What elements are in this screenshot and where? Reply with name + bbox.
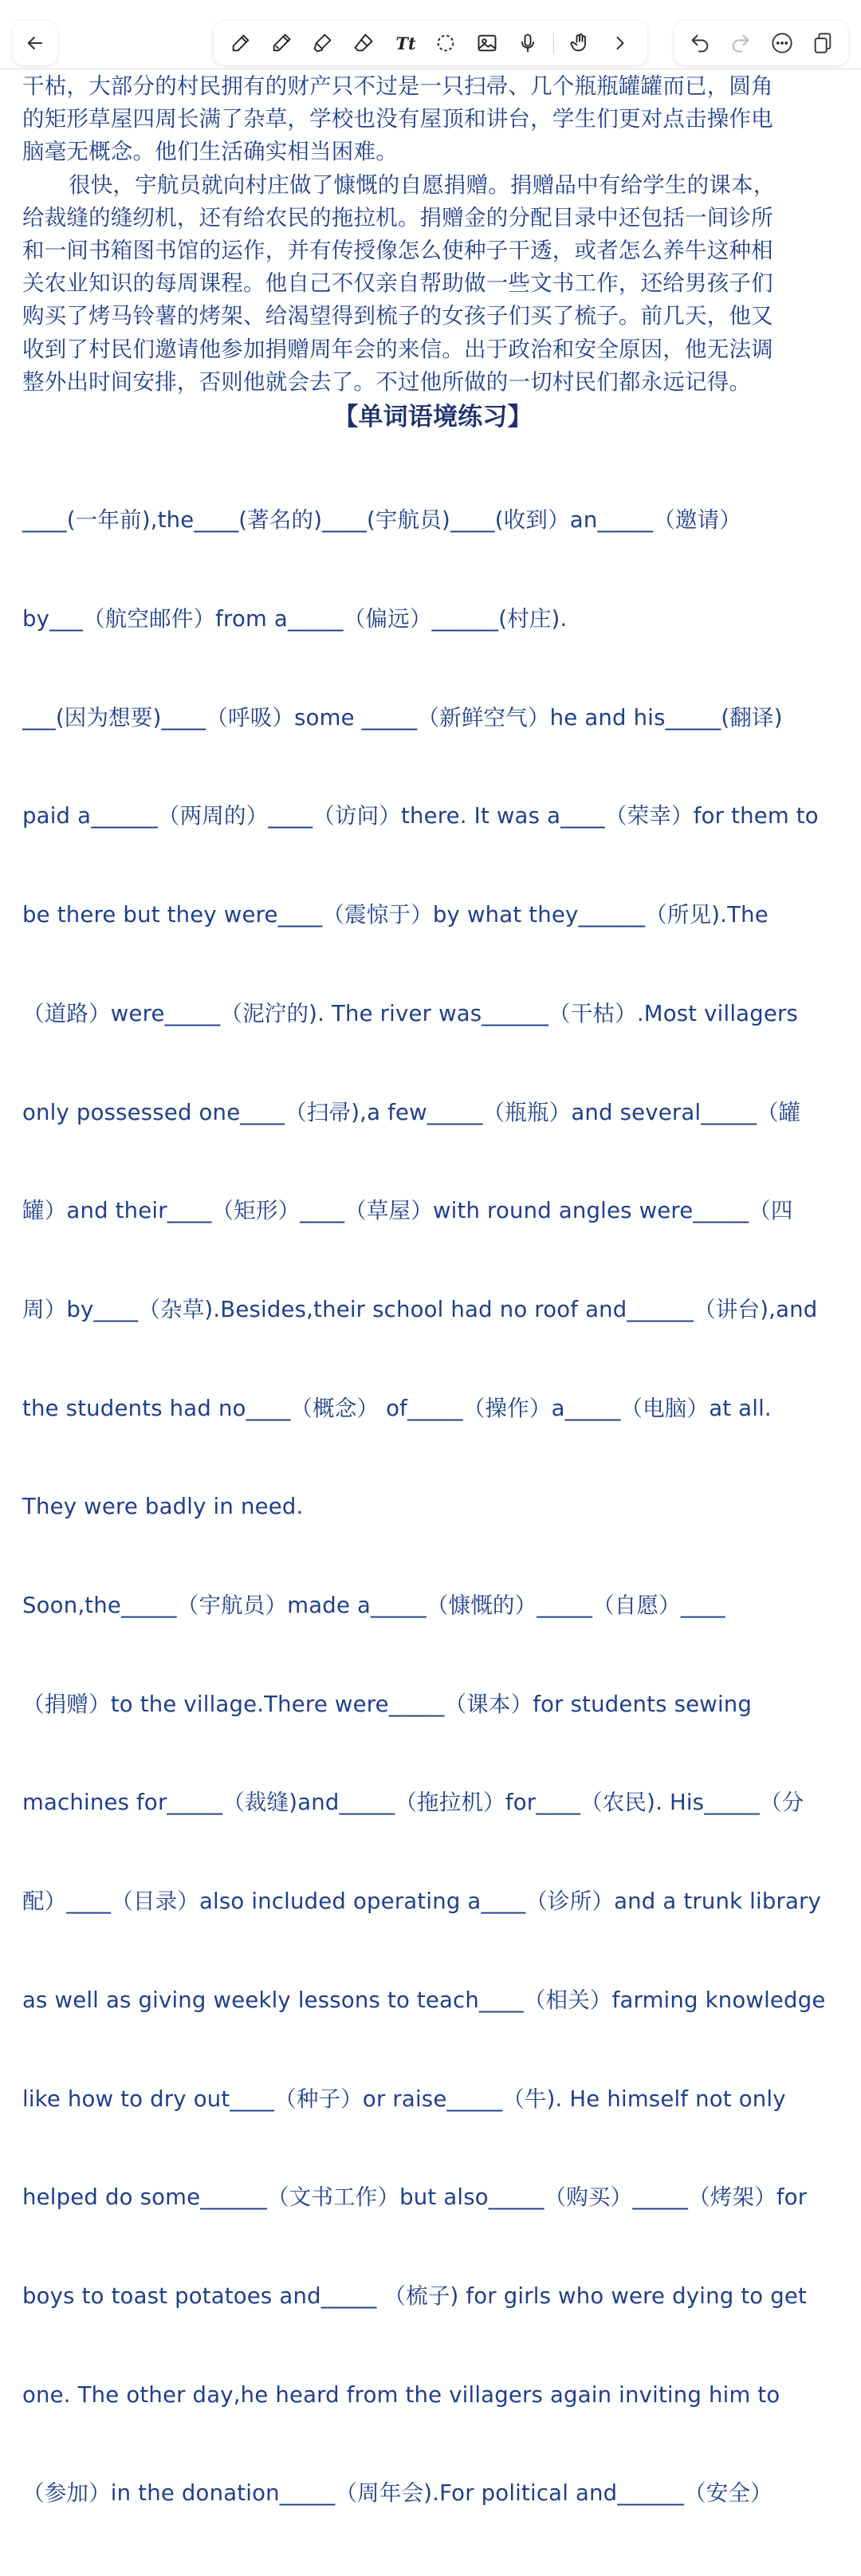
chevron-right-icon[interactable] [604,27,636,59]
actions-bar [674,21,848,65]
top-toolbar [0,0,861,72]
arrow-left-icon[interactable] [19,27,51,59]
svg-text:Tt: Tt [395,33,416,54]
exercise-line: 周）by____（杂草).Besides,their school had no roof and______（讲台),and [22,1296,818,1322]
exercise-line: 配）____（目录）also included operating a____（诊所）and a trunk library [22,1889,822,1915]
redo-icon[interactable] [725,27,757,59]
drawing-tools-bar [214,21,647,65]
passage-line: 脑毫无概念。他们生活确实相当困难。 [22,139,398,165]
pencil-icon[interactable] [265,27,297,59]
passage-line: 给裁缝的缝纫机，还有给农民的拖拉机。捐赠金的分配目录中还包括一间诊所 [22,204,773,230]
exercise-line: be there but they were____（震惊于）by what they______（所见).The [22,902,769,928]
exercise-line: only possessed one____（扫帚),a few_____（瓶瓶）and several_____（罐 [22,1099,801,1125]
passage-line: 很快，宇航员就向村庄做了慷慨的自愿捐赠。捐赠品中有给学生的课本， [69,171,776,198]
exercise-line: （参加）in the donation_____（周年会).For political and______（安全） [22,2480,773,2507]
exercise-line: （道路）were_____（泥泞的). The river was______（干枯）.Most villagers [22,1000,799,1026]
exercise-line: one. The other day,he heard from the villagers again inviting him to [22,2381,780,2408]
exercise-line: （捐赠）to the village.There were_____（课本）for students sewing [22,1691,753,1717]
microphone-icon[interactable] [512,27,544,59]
text-tool-icon[interactable] [389,27,421,59]
passage-line: 的矩形草屋四周长满了杂草，学校也没有屋顶和讲台，学生们更对点击操作电 [22,106,773,132]
passage [22,70,843,399]
hand-touch-icon[interactable] [564,27,596,59]
lasso-icon[interactable] [430,27,462,59]
image-icon[interactable] [471,27,503,59]
exercise-line: boys to toast potatoes and_____ （梳子) for girls who were dying to get [22,2283,808,2309]
exercise-line: the students had no____（概念） of_____（操作）a_____（电脑）at all. [22,1395,772,1421]
exercise [22,439,843,2576]
exercise-line: They were badly in need. [22,1494,304,1520]
undo-icon[interactable] [684,27,716,59]
exercise-line: as well as giving weekly lessons to teach____（相关）farming knowledge [22,1987,826,2013]
pen-icon[interactable] [225,27,257,59]
pages-icon[interactable] [807,27,839,59]
note-page[interactable] [22,70,843,2576]
exercise-line: machines for_____（裁缝)and_____（拖拉机）for____（农民). His_____（分 [22,1790,804,1816]
more-icon[interactable] [766,27,798,59]
exercise-line: ____(一年前),the____(著名的)____(宇航员)____(收到）an_____（邀请） [22,507,742,534]
exercise-line: 罐）and their____（矩形）____（草屋）with round angles were_____（四 [22,1198,793,1224]
exercise-line: Soon,the_____（宇航员）made a_____（慷慨的）_____（自愿）____ [22,1593,725,1619]
eraser-icon[interactable] [348,27,379,59]
highlighter-icon[interactable] [307,27,339,59]
back-button[interactable] [13,21,57,65]
passage-line: 收到了村民们邀请他参加捐赠周年会的来信。出于政治和安全原因，他无法调 [22,336,773,362]
exercise-line: by___（航空邮件）from a_____（偏远）______(村庄). [22,605,568,632]
passage-line: 购买了烤马铃薯的烤架、给渴望得到梳子的女孩子们买了梳子。前几天，他又 [22,303,773,329]
toolbar-separator [553,33,554,53]
exercise-line: like how to dry out____（种子）or raise_____（牛). He himself not only [22,2086,786,2112]
exercise-line: helped do some______（文书工作）but also_____（购买）_____（烤架）for [22,2184,808,2211]
passage-line: 关农业知识的每周课程。他自己不仅亲自帮助做一些文书工作，还给男孩子们 [22,270,773,297]
passage-line: 整外出时间安排，否则他就会去了。不过他所做的一切村民们都永远记得。 [22,368,752,395]
exercise-line: ___(因为想要)____（呼吸）some _____（新鲜空气）he and his_____(翻译) [22,704,783,731]
passage-line: 和一间书箱图书馆的运作，并有传授像怎么使种子干透，或者怎么养牛这种相 [22,237,773,263]
exercise-line: paid a______（两周的）____（访问）there. It was a____（荣幸）for them to [22,803,819,829]
section-title: 【单词语境练习】 [333,402,533,431]
passage-line: 干枯，大部分的村民拥有的财产只不过是一只扫帚、几个瓶瓶罐罐而已，圆角 [22,73,773,99]
